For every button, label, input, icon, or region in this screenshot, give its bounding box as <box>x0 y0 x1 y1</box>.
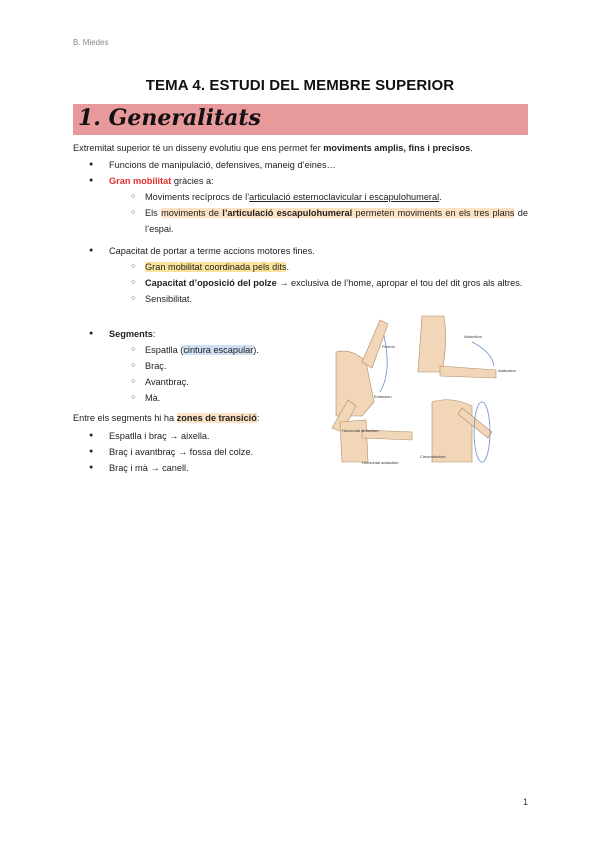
transition-paragraph <box>73 410 259 426</box>
segments-label: Segments <box>109 329 153 339</box>
figure-torso-2 <box>418 316 446 372</box>
label-flexion: Flexion <box>382 344 395 349</box>
highlighted-bold-text: l’articulació escapulohumeral <box>222 208 353 218</box>
list-functions <box>73 157 528 237</box>
list-item-text: Capacitat de portar a terme accions motores fines. <box>109 246 315 256</box>
red-keyword: Gran mobilitat <box>109 176 172 186</box>
highlighted-text: permeten moviments en els tres plans <box>352 208 515 218</box>
author-header: B. Miedes <box>73 38 109 47</box>
sublist <box>109 342 313 406</box>
highlighted-bold-text: zones de transició <box>176 413 257 423</box>
sub-text: Braç. <box>145 361 167 371</box>
intro-text: Extremitat superior té un disseny evolutiu que ens permet fer <box>73 143 324 153</box>
transition-text: Entre els segments hi ha <box>73 413 177 423</box>
section-band <box>73 104 528 135</box>
sub-text: ). <box>253 345 259 355</box>
list-item <box>73 326 313 406</box>
sublist-item <box>109 259 528 275</box>
label-abduction: Abduction <box>464 334 482 339</box>
sub-text: Moviments recíprocs de l’ <box>145 192 250 202</box>
list-item-text: Espatlla i braç → aixella. <box>109 431 210 441</box>
figure-arm-abducted <box>440 366 496 378</box>
sub-text: Sensibilitat. <box>145 294 192 304</box>
list-transitions <box>73 428 313 476</box>
list-item <box>73 460 313 476</box>
sub-text: Avantbraç. <box>145 377 189 387</box>
list-item <box>73 243 528 307</box>
figure-arrow-abduction <box>472 342 494 366</box>
list-motor <box>73 243 528 307</box>
shoulder-movements-figure <box>322 312 532 470</box>
transition-text: : <box>256 413 260 423</box>
section-title: 1. Generalitats <box>78 105 261 131</box>
figure-torso-4 <box>432 400 472 462</box>
sub-text: Espatlla ( <box>145 345 184 355</box>
sub-text: Mà. <box>145 393 161 403</box>
sublist-item <box>109 275 528 291</box>
sublist-item <box>109 342 313 358</box>
sublist-item <box>109 358 313 374</box>
sublist-item <box>109 291 528 307</box>
label-circumduction: Circumduction <box>420 454 446 459</box>
list-item <box>73 428 313 444</box>
list-segments <box>73 326 313 406</box>
bold-text: Capacitat d’oposició del polze <box>145 278 277 288</box>
list-item-text: Braç i mà → canell. <box>109 463 189 473</box>
intro-paragraph <box>73 140 528 156</box>
sublist-item <box>109 390 313 406</box>
sub-text: . <box>439 192 442 202</box>
sublist <box>109 189 528 237</box>
list-item <box>73 444 313 460</box>
label-adduction: Adduction <box>498 368 516 373</box>
intro-end: . <box>470 143 473 153</box>
sublist <box>109 259 528 307</box>
sub-text: → exclusiva de l’home, apropar el tou del dit gros als altres. <box>276 278 523 288</box>
list-item-text: Funcions de manipulació, defensives, maneig d’eines… <box>109 160 336 170</box>
label-horizontal-adduction: Horizontal adduction <box>362 460 399 465</box>
list-item-text: : <box>152 329 156 339</box>
list-item <box>73 157 528 173</box>
highlighted-text: moviments de <box>161 208 223 218</box>
sub-text: Els <box>145 208 162 218</box>
sub-text: . <box>286 262 290 272</box>
label-horizontal-abduction: Horizontal abduction <box>342 428 379 433</box>
sublist-item <box>109 374 313 390</box>
list-item <box>73 173 528 237</box>
highlighted-text: Gran mobilitat coordinada pels dits <box>145 262 287 272</box>
highlighted-text: cintura escapular <box>183 345 254 355</box>
label-extension: Extension <box>374 394 392 399</box>
page-title: TEMA 4. ESTUDI DEL MEMBRE SUPERIOR <box>145 77 455 94</box>
list-item-text: gràcies a: <box>171 176 214 186</box>
sublist-item <box>109 205 528 237</box>
page-number: 1 <box>522 797 528 807</box>
sublist-item <box>109 189 528 205</box>
sub-text: de l’espai. <box>145 208 528 234</box>
underlined-text: articulació esternoclavicular i escapulohumeral <box>249 192 440 202</box>
intro-bold: moviments amplis, fins i precisos <box>323 143 471 153</box>
figure-torso-3 <box>340 420 368 462</box>
list-item-text: Braç i avantbraç → fossa del colze. <box>109 447 254 457</box>
